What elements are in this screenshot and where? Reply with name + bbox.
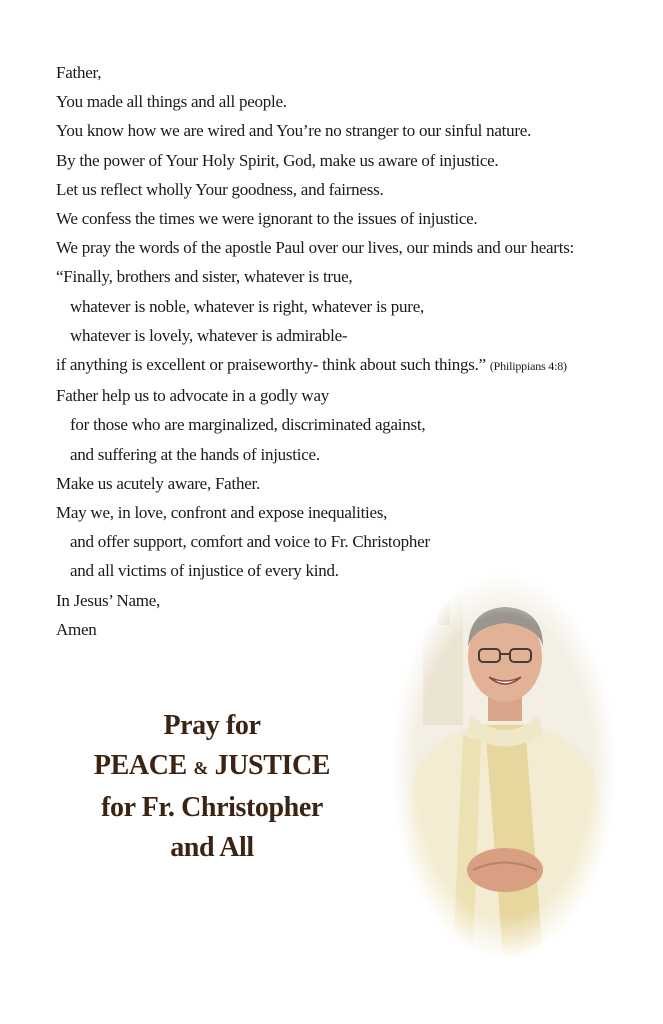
prayer-line: You made all things and all people. <box>56 92 287 112</box>
prayer-line: Amen <box>56 619 97 639</box>
prayer-line: and suffering at the hands of injustice. <box>70 444 320 464</box>
scripture-reference: (Philippians 4:8) <box>489 359 567 374</box>
prayer-line-with-reference <box>56 350 646 381</box>
ampersand: & <box>193 758 209 778</box>
prayer-line: We pray the words of the apostle Paul over our lives, our minds and our hearts: <box>56 238 575 258</box>
banner-word: JUSTICE <box>214 750 331 781</box>
prayer-text <box>56 58 646 644</box>
banner-line: Pray for <box>163 710 261 741</box>
prayer-line: whatever is noble, whatever is right, whatever is pure, <box>70 296 424 316</box>
prayer-line: In Jesus’ Name, <box>56 590 161 610</box>
banner-line: and All <box>170 832 254 863</box>
priest-portrait-illustration <box>393 575 615 957</box>
prayer-line: May we, in love, confront and expose inequalities, <box>56 503 388 523</box>
prayer-line: whatever is lovely, whatever is admirable- <box>70 325 348 345</box>
prayer-line: and offer support, comfort and voice to Fr. Christopher <box>70 532 430 552</box>
prayer-line: “Finally, brothers and sister, whatever is true, <box>56 267 353 287</box>
prayer-line: Make us acutely aware, Father. <box>56 473 260 493</box>
prayer-line: for those who are marginalized, discriminated against, <box>70 415 426 435</box>
prayer-line: You know how we are wired and You’re no stranger to our sinful nature. <box>56 121 532 141</box>
prayer-line: and all victims of injustice of every kind. <box>70 561 339 581</box>
banner-line-peace-justice <box>62 746 362 788</box>
banner-word: PEACE <box>93 750 187 781</box>
banner-line: for Fr. Christopher <box>101 792 323 823</box>
priest-photo <box>393 575 615 957</box>
prayer-line: Let us reflect wholly Your goodness, and fairness. <box>56 179 384 199</box>
prayer-line: By the power of Your Holy Spirit, God, make us aware of injustice. <box>56 150 499 170</box>
prayer-line: Father help us to advocate in a godly way <box>56 386 330 406</box>
prayer-line: We confess the times we were ignorant to the issues of injustice. <box>56 209 478 229</box>
prayer-line: if anything is excellent or praiseworthy- think about such things.” <box>56 355 486 375</box>
prayer-line: Father, <box>56 63 102 82</box>
banner-heading <box>62 706 362 868</box>
clasped-hands <box>467 848 543 892</box>
